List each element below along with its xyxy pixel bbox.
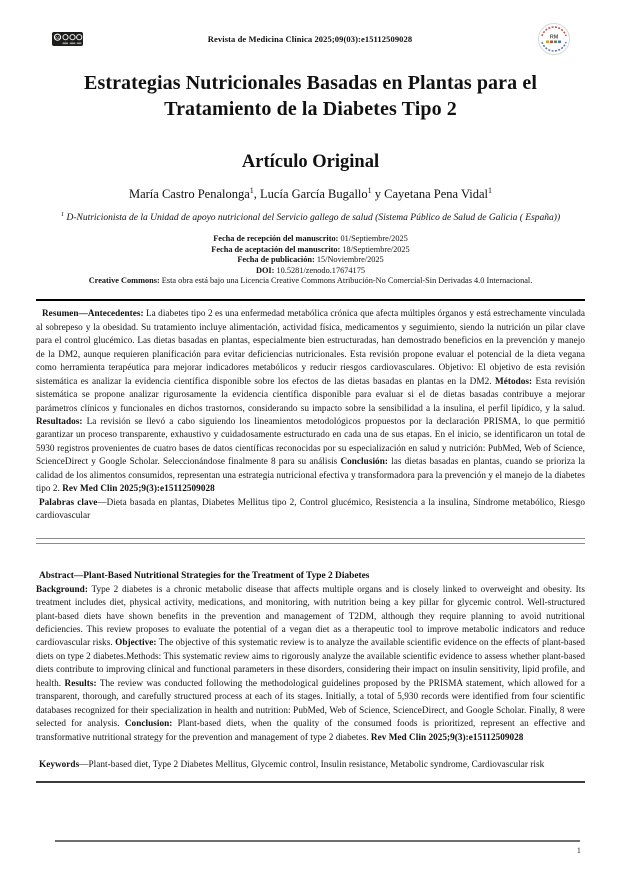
top-rule (36, 299, 585, 301)
journal-seal-icon (537, 22, 571, 56)
meta-license: Creative Commons: Esta obra está bajo una Licencia Creative Commons Atribución-No Comercial-Sin Derivadas 4.0 Internacional. (88, 275, 533, 285)
journal-citation: Revista de Medicina Clínica 2025;09(03):e15112509028 (207, 34, 413, 44)
resumen-paragraph: Resumen—Antecedentes: La diabetes tipo 2 es una enfermedad metabólica crónica que afecta múltiples órganos y está estrechamente vinculada al sobrepeso y la obesidad. Su tratamiento incluye alimentación, actividad física, medicamentos y seguimiento, siendo la nutrición un pilar clave para el control glucémico. Las dietas basadas en plantas, especialmente bien estructuradas, han demostrado beneficios en la prevención y manejo de la DM2, aunque requieren planificación para evitar deficiencias nutricionales. Esta revisión propone evaluar el potencial de la dieta vegana como herramienta terapéutica para mejorar indicadores metabólicos y reducir riesgos cardiovasculares. Objetivo: El objetivo de esta revisión sistemática es analizar la evidencia científica disponible sobre los efectos de las dietas basadas en plantas en la DM2. Métodos: Esta revisión sistemática se propone analizar rigurosamente la evidencia científica disponible para evaluar si el de dietas basadas contribuye a mejorar parámetros clínicos y funcionales en dichos trastornos, considerando su impacto sobre la sensibilidad a la insulina, el perfil lipídico, y la salud. Resultados: La revisión se llevó a cabo siguiendo los lineamientos metodológicos propuestos por la declaración PRISMA, lo que permitió garantizar un proceso transparente, exhaustivo y cuidadosamente estructurado en cada una de sus etapas. En el inicio, se identificaron un total de 5930 registros provenientes de cuatro bases de datos científicas reconocidas por su especialización en salud y nutrición: PubMed, Web of Science, ScienceDirect y Google Scholar. Seleccionándose finalmente 8 para su análisis Conclusión: las dietas basadas en plantas, cuando se prioriza la calidad de los alimentos consumidos, representan una estrategia nutricional efectiva y transformadora para la prevención y el manejo de la diabetes tipo 2. Rev Med Clin 2025;9(3):e15112509028 (36, 308, 585, 494)
svg-text:RM: RM (549, 34, 559, 41)
meta-acceptance-date: Fecha de aceptación del manuscrito: 18/Septiembre/2025 (211, 244, 410, 254)
abstract-paragraph: Background: Type 2 diabetes is a chronic metabolic disease that affects multiple organs and is closely linked to overweight and obesity. Its treatment includes diet, physical activity, medications, and monitoring, with nutrition being a key pillar for glycemic control. Well-structured plant-based diets have shown benefits in the prevention and management of T2DM, although they require planning to avoid nutritional deficiencies. This review proposes to evaluate the potential of a vegan diet as a therapeutic tool to improve metabolic indicators and reduce cardiovascular risks. Objective: The objective of this systematic review is to analyze the available scientific evidence on the effects of plant-based diets on type 2 diabetes.Methods: This systematic review aims to rigorously analyze the available scientific evidence to assess whether plant-based diets contribute to improving clinical and functional parameters in these disorders, considering their impact on insulin sensitivity, lipid profile, and health. Results: The review was conducted following the methodological guidelines proposed by the PRISMA statement, which allowed for a transparent, thorough, and carefully structured process at each of its stages. Initially, a total of 5,930 records were identified from four scientific databases recognized for their specialization in health and nutrition: PubMed, Web of Science, ScienceDirect, and Google Scholar. Finally, 8 were selected for analysis. Conclusion: Plant-based diets, when the quality of the consumed foods is prioritized, represent an effective and transformative nutritional strategy for the prevention and management of type 2 diabetes. Rev Med Clin 2025;9(3):e15112509028 (36, 583, 585, 742)
page-number: 1 (576, 845, 581, 855)
keywords-line: Keywords—Plant-based diet, Type 2 Diabetes Mellitus, Glycemic control, Insulin resistance, Metabolic syndrome, Cardiovascular risk (39, 759, 545, 770)
article-type-label: Artículo Original (241, 152, 380, 172)
palabras-clave: Palabras clave—Dieta basada en plantas, Diabetes Mellitus tipo 2, Control glucémico, Resistencia a la insulina, Síndrome metabólico, Riesgo cardiovascular (36, 496, 586, 521)
footer-rule (55, 840, 580, 842)
page-header (36, 22, 585, 56)
meta-publication-date: Fecha de publicación: 15/Noviembre/2025 (237, 255, 384, 265)
abstract-bottom-rule (36, 781, 585, 783)
abstract-heading: Abstract—Plant-Based Nutritional Strategies for the Treatment of Type 2 Diabetes (39, 570, 370, 581)
affiliation-line: $^1$ D-Nutricionista de la Unidad de apoyo nutricional del Servicio gallego de salud (Sistema Público de Salud de Galicia ( España)) (60, 211, 561, 224)
authors-line: María Castro Penalonga$^1$, Lucía García Bugallo$^1$ y Cayetana Pena Vidal$^1$ (128, 186, 492, 202)
svg-text:cc: cc (55, 35, 60, 41)
creative-commons-badge-icon (52, 32, 83, 46)
manuscript-meta-block (36, 234, 585, 286)
section-divider-double-rule (36, 538, 585, 544)
meta-reception-date: Fecha de recepción del manuscrito: 01/Septiembre/2025 (213, 234, 408, 244)
article-title: Estrategias Nutricionales Basadas en Plantas para el Tratamiento de la Diabetes Tipo 2 (84, 72, 537, 120)
meta-doi: DOI: 10.5281/zenodo.17674175 (255, 265, 365, 275)
